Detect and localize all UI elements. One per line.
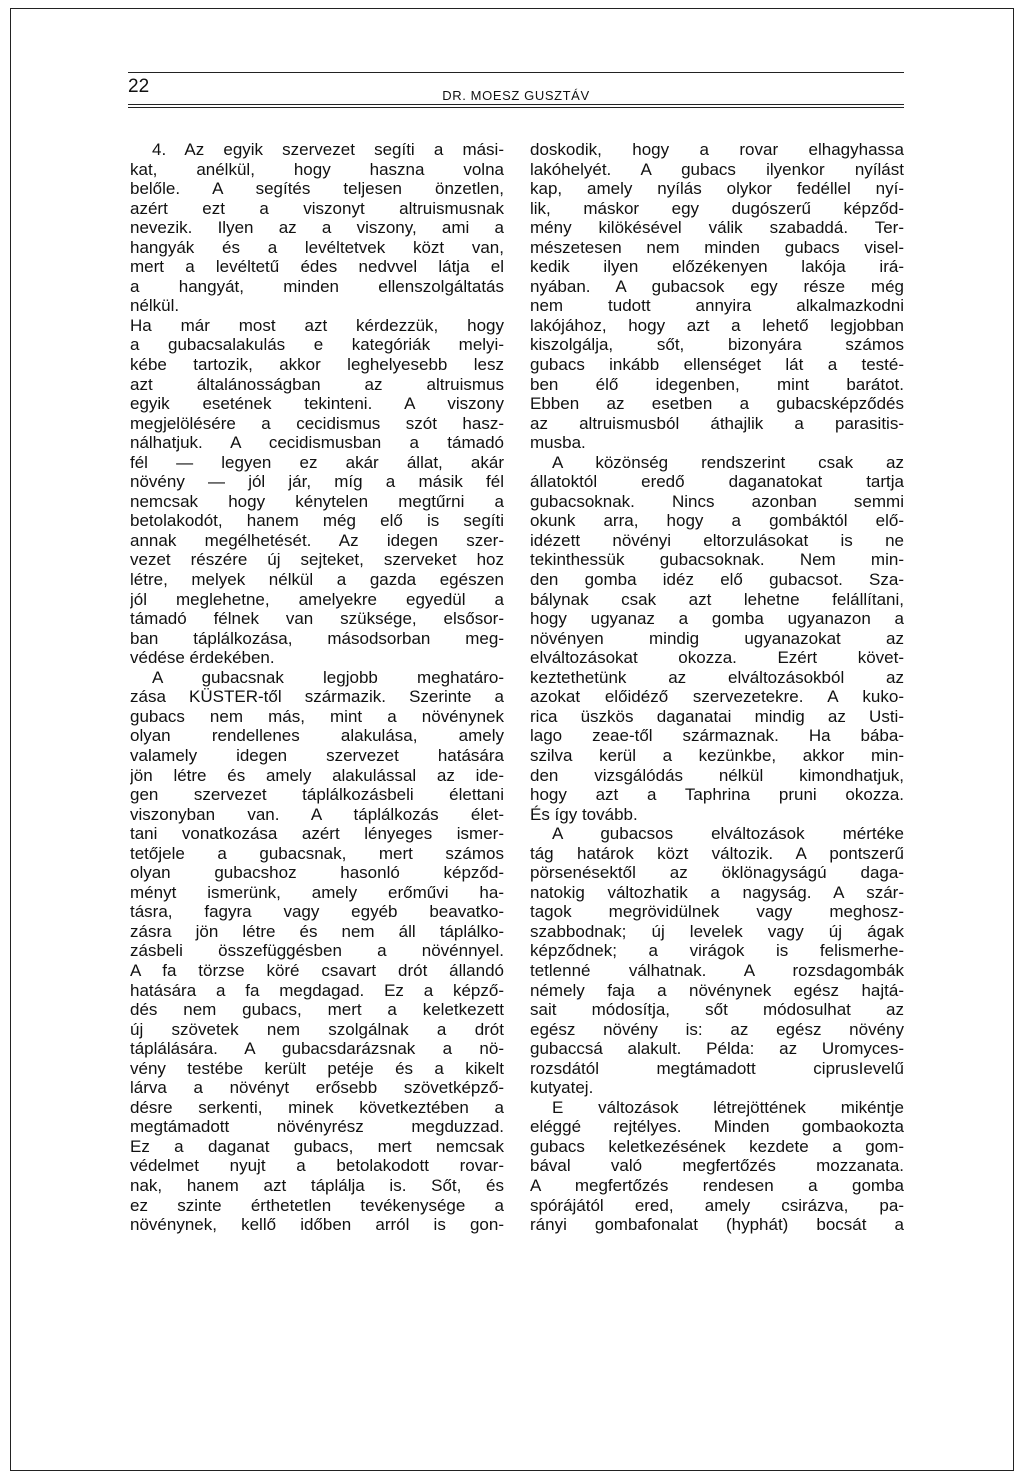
- text-line: musba.: [530, 433, 586, 453]
- text-line: belőle. A segítés teljesen önzetlen,: [130, 179, 504, 199]
- text-line: némely faja a növénynek egész hajtá-: [530, 980, 904, 1000]
- text-line: azért ezt a viszonyt altruismusnak: [130, 198, 504, 218]
- text-line: táplálására. A gubacsdarázsnak a nö-: [130, 1039, 504, 1059]
- text-line: olyan rendellenes alakulása, amely: [130, 726, 504, 746]
- header-rule-top: [128, 72, 904, 73]
- text-line: idézett növényi eltorzulásokat is ne: [530, 530, 904, 550]
- text-line: A gubacsnak legjobb meghatáro-: [152, 667, 504, 687]
- text-line: nemcsak hogy kénytelen megtűrni a: [130, 491, 504, 511]
- text-line: hogy azt a Taphrina pruni okozza.: [530, 785, 904, 805]
- text-line: kat, anélkül, hogy haszna volna: [130, 159, 504, 179]
- text-line: lik, máskor egy dugószerű képződ-: [530, 198, 904, 218]
- text-line: Ez a daganat gubacs, mert nemcsak: [130, 1136, 504, 1156]
- text-line: mert a levéltetű édes nedvvel látja el: [130, 257, 504, 277]
- text-line: lakójához, hogy azt a lehető legjobban: [530, 315, 904, 335]
- text-line: valamely idegen szervezet hatására: [130, 745, 504, 765]
- text-line: nevezik. Ilyen az a viszony, ami a: [130, 218, 504, 238]
- text-line: ményt ismerünk, amely erőművi ha-: [130, 882, 504, 902]
- text-line: A közönség rendszerint csak az: [552, 452, 904, 472]
- text-line: eléggé rejtélyes. Minden gombaokozta: [530, 1117, 904, 1137]
- text-line: gubacs keletkezésének kezdete a gom-: [530, 1136, 904, 1156]
- text-line: megtámadott növényrész megduzzad.: [130, 1117, 504, 1137]
- text-line: gubaccsá alakult. Példa: az Uromyces-: [530, 1039, 904, 1059]
- text-line: Ebben az esetben a gubacsképződés: [530, 394, 904, 414]
- running-head: DR. MOESZ GUSZTÁV: [442, 88, 590, 103]
- text-line: tekinthessük gubacsoknak. Nem min-: [530, 550, 904, 570]
- text-line: zásbeli összefüggésben a növénnyel.: [130, 941, 504, 961]
- text-line: ben élő idegenben, mint barátot.: [530, 374, 904, 394]
- text-line: tagok megrövidülnek vagy meghosz-: [530, 902, 904, 922]
- text-line: nálhatjuk. A cecidismusban a támadó: [130, 433, 504, 453]
- text-line: 4. Az egyik szervezet segíti a mási-: [152, 140, 504, 159]
- text-line: viszonyban van. A táplálkozás élet-: [130, 804, 504, 824]
- header-rule-bottom: [128, 104, 904, 108]
- text-line: rányi gombafonalat (hyphát) bocsát a: [530, 1215, 904, 1235]
- text-line: rica üszkös daganatai mindig az Usti-: [530, 706, 904, 726]
- text-line: kap, amely nyílás olykor fedéllel nyí-: [530, 179, 904, 199]
- text-line: bával való megfertőzés mozzanata.: [530, 1156, 904, 1176]
- text-line: fél — legyen ez akár állat, akár: [130, 452, 504, 472]
- text-line: képződnek; a virágok is felismerhe-: [530, 941, 904, 961]
- text-line: keztethetünk az elváltozásokból az: [530, 667, 904, 687]
- text-line: nem tudott annyira alkalmazkodni: [530, 296, 904, 316]
- text-line: hangyák és a levéltetvek közt van,: [130, 237, 504, 257]
- text-line: désre serkenti, minek következtében a: [130, 1097, 504, 1117]
- text-line: natokig változhatik a nagyság. A szár-: [530, 882, 904, 902]
- text-line: olyan gubacshoz hasonló képződ-: [130, 863, 504, 883]
- text-line: A megfertőzés rendesen a gomba: [530, 1175, 904, 1195]
- text-line: mény kilökésével válik szabaddá. Ter-: [530, 218, 904, 238]
- text-line: spórájától ered, amely csirázva, pa-: [530, 1195, 904, 1215]
- page-number: 22: [128, 76, 150, 97]
- text-line: megjelölésére a cecidismus szót hasz-: [130, 413, 504, 433]
- text-line: ez szinte érthetetlen tevékenysége a: [130, 1195, 504, 1215]
- text-line: azt általánosságban az altruismus: [130, 374, 504, 394]
- text-line: ban táplálkozása, másodsorban meg-: [130, 628, 504, 648]
- text-line: új szövetek nem szolgálnak a drót: [130, 1019, 504, 1039]
- text-line: kedik ilyen előzékenyen lakója irá-: [530, 257, 904, 277]
- text-line: lárva a növényt erősebb szövetképző-: [130, 1078, 504, 1098]
- text-line: növényen mindig ugyanazokat az: [530, 628, 904, 648]
- text-line: zásra jön létre és nem áll táplálko-: [130, 921, 504, 941]
- text-line: kébe tartozik, akkor leghelyesebb lesz: [130, 355, 504, 375]
- text-line: kiszolgálja, sőt, bizonyára számos: [530, 335, 904, 355]
- text-line: zása KÜSTER-től származik. Szerinte a: [130, 687, 504, 707]
- text-line: okunk arra, hogy a gombáktól elő-: [530, 511, 904, 531]
- left-column: [130, 140, 504, 1235]
- text-line: a hangyát, minden ellenszolgáltatás: [130, 276, 504, 296]
- text-line: A fa törzse köré csavart drót állandó: [130, 960, 504, 980]
- text-line: elváltozásokat okozza. Ezért követ-: [530, 648, 904, 668]
- right-column: [530, 140, 904, 1235]
- text-line: kutyatej.: [530, 1078, 594, 1098]
- text-line: betolakodót, hanem még elő is segíti: [130, 511, 504, 531]
- text-line: támadó félnek van szüksége, elsősor-: [130, 609, 504, 629]
- text-line: tetőjele a gubacsnak, mert számos: [130, 843, 504, 863]
- text-line: jön létre és amely alakulással az ide-: [130, 765, 504, 785]
- text-line: gubacsoknak. Nincs azonban semmi: [530, 491, 904, 511]
- text-line: lago zeae-től származnak. Ha bába-: [530, 726, 904, 746]
- text-line: E változások létrejöttének mikéntje: [552, 1097, 904, 1117]
- text-line: dés nem gubacs, mert a keletkezett: [130, 1000, 504, 1020]
- text-line: A gubacsos elváltozások mértéke: [552, 824, 904, 844]
- text-line: den gomba idéz elő gubacsot. Sza-: [530, 570, 904, 590]
- text-line: védelmet nyujt a betolakodott rovar-: [130, 1156, 504, 1176]
- text-line: állatoktól eredő daganatokat tartja: [530, 472, 904, 492]
- text-line: a gubacsalakulás e kategóriák melyi-: [130, 335, 504, 355]
- text-line: az altruismusból áthajlik a parasitis-: [530, 413, 904, 433]
- text-line: gubacs inkább ellenséget lát a testé-: [530, 355, 904, 375]
- text-line: És így tovább.: [530, 804, 638, 824]
- text-line: tág határok közt változik. A pontszerű: [530, 843, 904, 863]
- text-line: hatására a fa megdagad. Ez a képző-: [130, 980, 504, 1000]
- text-line: szabbodnak; új levelek vagy új ágak: [530, 921, 904, 941]
- text-line: lakóhelyét. A gubacs ilyenkor nyílást: [530, 159, 904, 179]
- text-line: den vizsgálódás nélkül kimondhatjuk,: [530, 765, 904, 785]
- text-line: növénynek, kellő időben arról is gon-: [130, 1215, 504, 1235]
- text-line: gubacs nem más, mint a növénynek: [130, 706, 504, 726]
- text-line: Ha már most azt kérdezzük, hogy: [130, 315, 504, 335]
- text-line: nélkül.: [130, 296, 180, 316]
- text-line: nak, hanem azt táplálja is. Sőt, és: [130, 1175, 504, 1195]
- text-line: nyában. A gubacsok egy része még: [530, 276, 904, 296]
- text-line: doskodik, hogy a rovar elhagyhassa: [530, 140, 904, 159]
- text-line: egyik esetének tekinteni. A viszony: [130, 394, 504, 414]
- text-line: vezet részére új sejteket, szerveket hoz: [130, 550, 504, 570]
- text-line: vény testébe került petéje és a kikelt: [130, 1058, 504, 1078]
- text-line: tani vonatkozása azért lényeges ismer-: [130, 824, 504, 844]
- text-line: tásra, fagyra vagy egyéb beavatko-: [130, 902, 504, 922]
- text-line: azokat előidéző szervezetekre. A kuko-: [530, 687, 904, 707]
- text-line: gen szervezet táplálkozásbeli élettani: [130, 785, 504, 805]
- text-line: jól meglehetne, amelyekre egyedül a: [130, 589, 504, 609]
- text-line: rozsdától megtámadott ciprusIevelű: [530, 1058, 904, 1078]
- text-line: védése érdekében.: [130, 648, 275, 668]
- text-line: létre, melyek nélkül a gazda egészen: [130, 570, 504, 590]
- text-line: tetlenné válhatnak. A rozsdagombák: [530, 960, 904, 980]
- text-line: hogy ugyanaz a gomba ugyanazon a: [530, 609, 904, 629]
- text-line: mészetesen nem minden gubacs visel-: [530, 237, 904, 257]
- text-line: sait módosítja, sőt módosulhat az: [530, 1000, 904, 1020]
- text-line: annak megélhetését. Az idegen szer-: [130, 530, 504, 550]
- text-line: szilva kerül a kezünkbe, akkor min-: [530, 745, 904, 765]
- text-line: pörsenésektől az öklönagyságú daga-: [530, 863, 904, 883]
- text-line: növény — jól jár, míg a másik fél: [130, 472, 504, 492]
- text-line: egész növény is: az egész növény: [530, 1019, 904, 1039]
- text-line: bálynak csak azt lehetne felállítani,: [530, 589, 904, 609]
- page-header: [128, 76, 904, 102]
